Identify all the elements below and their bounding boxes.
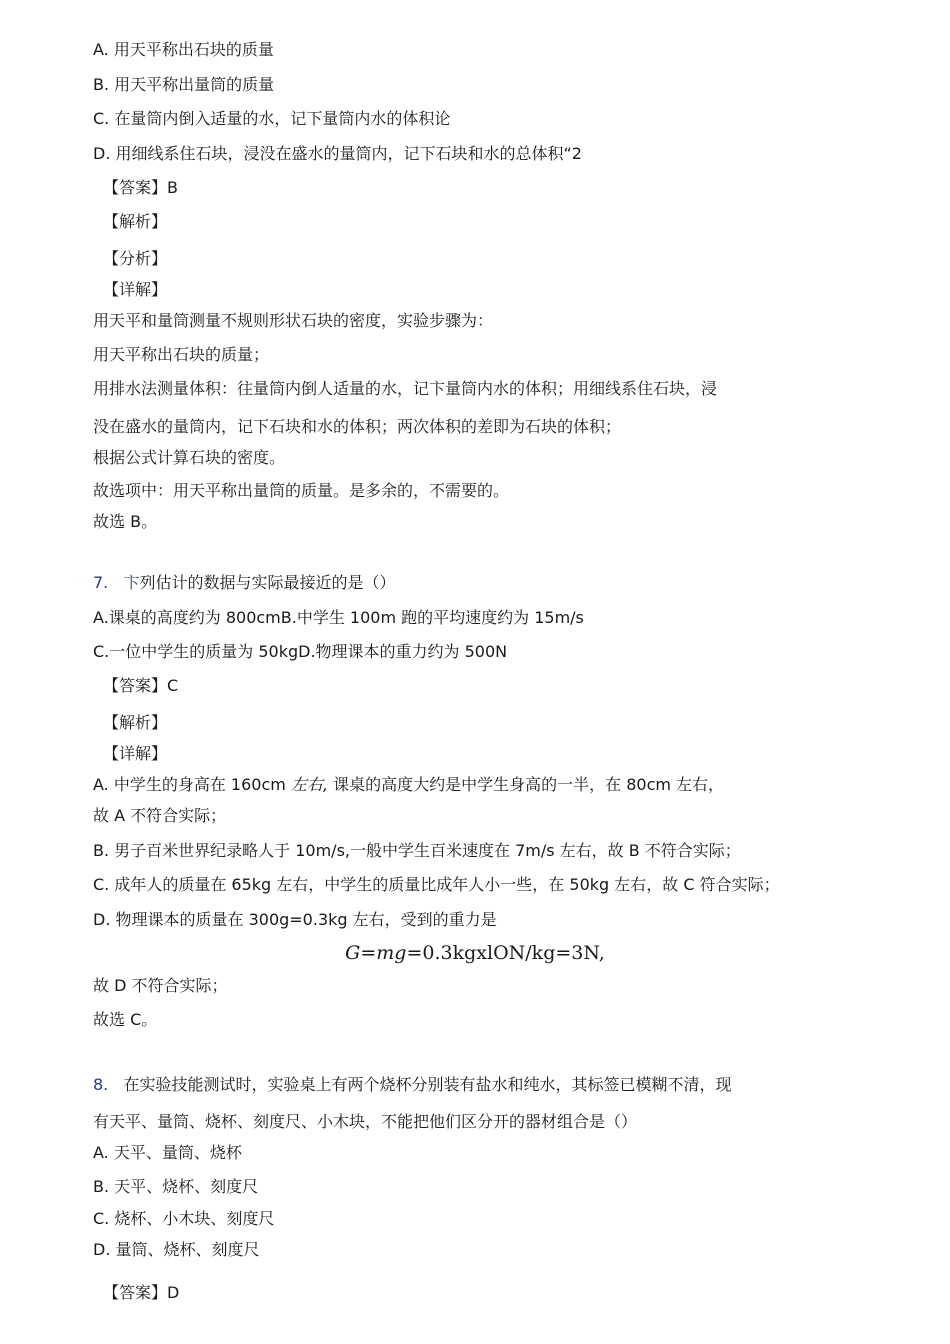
q8-stem-line2: 有天平、量筒、烧杯、刻度尺、小木块，不能把他们区分开的器材组合是（） [93, 1112, 638, 1131]
q7-explanation-c: C. 成年人的质量在 65kg 左右，中学生的质量比成年人小一些，在 50kg 左右，故 C 符合实际； [93, 875, 780, 894]
q6-explanation-line: 根据公式计算石块的密度。 [93, 448, 286, 467]
q6-analysis-heading: 【解析】 [103, 212, 168, 231]
q7-formula [0, 941, 950, 965]
q7-stem-text: 列估计的数据与实际最接近的是（） [139, 573, 396, 592]
q7-explanation-d2: 故 D 不符合实际； [93, 976, 228, 995]
q8-option-a: A. 天平、量筒、烧杯 [93, 1143, 242, 1162]
q7-exp-a-post: 课桌的高度大约是中学生身高的一半，在 80cm 左右， [328, 775, 725, 794]
q6-conclusion: 故选 B。 [93, 512, 158, 531]
q6-explanation-line: 没在盛水的量筒内，记下石块和水的体积；两次体积的差即为石块的体积； [93, 417, 622, 436]
q7-explanation-a2: 故 A 不符合实际； [93, 806, 227, 825]
q6-detail-heading: 【详解】 [103, 280, 168, 299]
q6-explanation-line: 故选项中：用天平称出量筒的质量。是多余的，不需要的。 [93, 481, 510, 500]
q7-exp-a-pre: A. 中学生的身高在 160cm [93, 775, 291, 794]
q6-option-d: D. 用细线系住石块，浸没在盛水的量筒内，记下石块和水的总体积“2 [93, 144, 582, 163]
q8-number: 8. [93, 1075, 109, 1094]
q8-stem-line1 [93, 1074, 732, 1096]
q8-stem1: 在实验技能测试时，实验桌上有两个烧杯分别装有盐水和纯水，其标签已模糊不清，现 [123, 1075, 732, 1094]
q6-answer: 【答案】B [103, 178, 178, 197]
q7-answer: 【答案】C [103, 676, 179, 695]
formula-eq: = [360, 942, 377, 964]
formula-rest: =0.3kgxlON/kg=3N, [406, 942, 605, 964]
q7-conclusion: 故选 C。 [93, 1010, 158, 1029]
formula-g: G [345, 942, 361, 964]
q6-explanation-line: 用天平和量筒测量不规则形状石块的密度，实验步骤为： [93, 311, 494, 330]
q7-detail-heading: 【详解】 [103, 744, 168, 763]
q8-answer: 【答案】D [103, 1283, 180, 1302]
q8-option-c: C. 烧杯、小木块、刻度尺 [93, 1209, 275, 1228]
q7-stem [93, 572, 396, 594]
formula-mg: mg [376, 942, 407, 964]
q7-explanation-b: B. 男子百米世界纪录略人于 10m/s,一般中学生百米速度在 7m/s 左右，故 B 不符合实际； [93, 841, 741, 860]
q6-fenxi-heading: 【分析】 [103, 249, 168, 268]
q7-options-ab: A.课桌的高度约为 800cmB.中学生 100m 跑的平均速度约为 15m/s [93, 608, 584, 627]
q7-number: 7. [93, 573, 109, 592]
q8-option-b: B. 天平、烧杯、刻度尺 [93, 1177, 259, 1196]
q7-explanation-d: D. 物理课本的质量在 300g=0.3kg 左右，受到的重力是 [93, 910, 497, 929]
q6-option-b: B. 用天平称出量筒的质量 [93, 75, 275, 94]
q7-explanation-a [93, 774, 724, 796]
q7-stem-first-char: 卞 [123, 573, 140, 592]
q6-explanation-line: 用排水法测量体积：往量筒内倒人适量的水，记卞量筒内水的体积；用细线系住石块，浸 [93, 379, 718, 398]
q8-option-d: D. 量筒、烧杯、刻度尺 [93, 1240, 260, 1259]
q7-exp-a-italic: 左右, [290, 775, 329, 794]
q7-options-cd: C.一位中学生的质量为 50kgD.物理课本的重力约为 500N [93, 642, 508, 661]
q6-option-c: C. 在量筒内倒入适量的水，记下量筒内水的体积论 [93, 109, 451, 128]
q6-explanation-line: 用天平称出石块的质量； [93, 345, 270, 364]
q6-option-a: A. 用天平称出石块的质量 [93, 40, 274, 59]
q7-analysis-heading: 【解析】 [103, 713, 168, 732]
